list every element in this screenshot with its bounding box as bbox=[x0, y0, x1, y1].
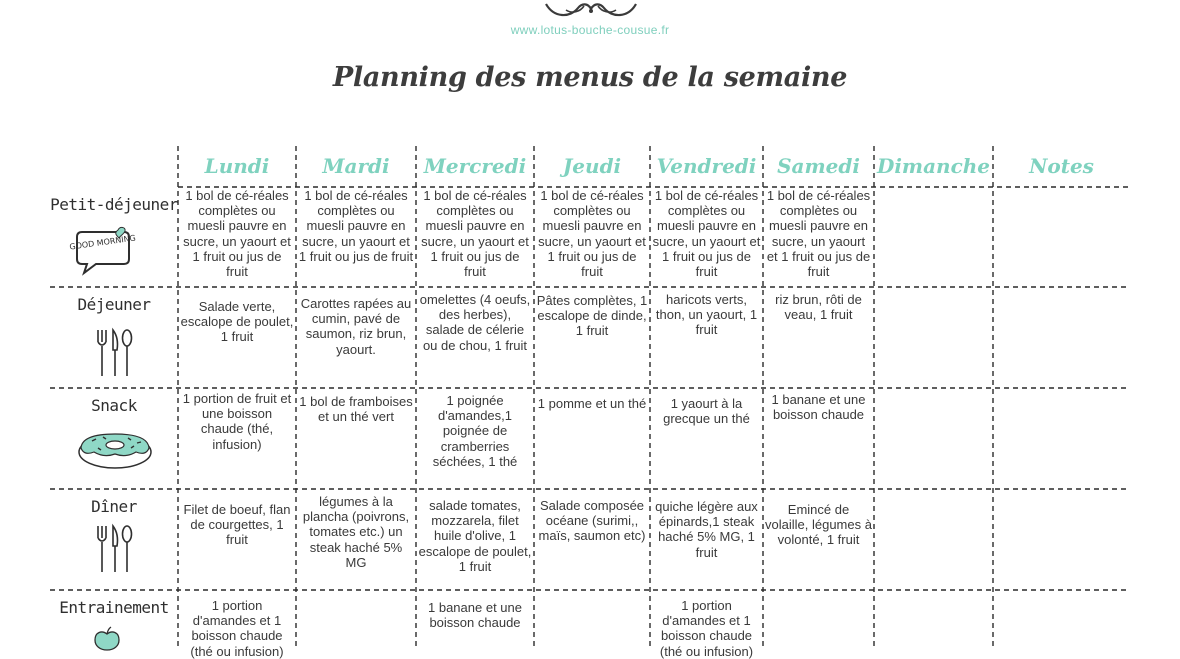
row-label-snack: Snack bbox=[91, 396, 137, 415]
donut-icon bbox=[76, 428, 154, 470]
cell-snack-samedi: 1 banane et une boisson chaude bbox=[771, 392, 866, 423]
cell-diner-vendredi: quiche légère aux épinards,1 steak haché 5% MG, 1 fruit bbox=[655, 499, 758, 560]
column-header-dimanche: Dimanche bbox=[876, 154, 991, 178]
cell-dejeuner-jeudi: Pâtes complètes, 1 escalope de dinde, 1 fruit bbox=[536, 293, 648, 339]
cell-petit-dejeuner-lundi: 1 bol de cé-réales complètes ou muesli pauvre en sucre, un yaourt et 1 fruit ou jus de fruit bbox=[183, 188, 291, 280]
page-title: Planning des menus de la semaine bbox=[332, 62, 848, 93]
cell-diner-notes bbox=[993, 494, 1130, 588]
cell-snack-jeudi: 1 pomme et un thé bbox=[537, 396, 647, 411]
cell-petit-dejeuner-notes bbox=[993, 188, 1130, 286]
apple-icon bbox=[92, 626, 122, 650]
good-morning-text: GOOD MORNING bbox=[68, 233, 137, 252]
cell-entrainement-notes bbox=[993, 598, 1130, 650]
column-header-mardi: Mardi bbox=[322, 154, 390, 178]
column-header-samedi: Samedi bbox=[777, 154, 860, 178]
cell-dejeuner-mercredi: omelettes (4 oeufs, des herbes), salade de célerie ou de chou, 1 fruit bbox=[419, 292, 531, 353]
cell-diner-jeudi: Salade composée océane (surimi,, maïs, saumon etc) bbox=[538, 498, 646, 544]
cell-diner-mardi: légumes à la plancha (poivrons, tomates etc.) un steak haché 5% MG bbox=[302, 494, 410, 570]
cell-diner-dimanche bbox=[874, 494, 993, 588]
cell-petit-dejeuner-dimanche bbox=[874, 188, 993, 286]
cell-entrainement-mercredi: 1 banane et une boisson chaude bbox=[428, 600, 522, 631]
cell-petit-dejeuner-samedi: 1 bol de cé-réales complètes ou muesli pauvre en sucre, un yaourt et 1 fruit ou jus de fruit bbox=[766, 188, 871, 280]
cell-dejeuner-dimanche bbox=[874, 292, 993, 384]
cell-diner-lundi: Filet de boeuf, flan de courgettes, 1 fruit bbox=[183, 502, 291, 548]
cell-dejeuner-vendredi: haricots verts, thon, un yaourt, 1 fruit bbox=[655, 292, 758, 338]
cell-entrainement-dimanche bbox=[874, 598, 993, 650]
column-header-lundi: Lundi bbox=[204, 154, 270, 178]
column-header-notes: Notes bbox=[1029, 154, 1094, 178]
cell-snack-mercredi: 1 poignée d'amandes,1 poignée de cramberries séchées, 1 thé bbox=[432, 393, 518, 469]
cell-entrainement-vendredi: 1 portion d'amandes et 1 boisson chaude (thé ou infusion) bbox=[659, 598, 754, 659]
cell-petit-dejeuner-jeudi: 1 bol de cé-réales complètes ou muesli pauvre en sucre, un yaourt et 1 fruit ou jus de fruit bbox=[538, 188, 646, 280]
cutlery-icon bbox=[94, 524, 134, 574]
cell-entrainement-mardi bbox=[296, 598, 416, 650]
cell-petit-dejeuner-mardi: 1 bol de cé-réales complètes ou muesli pauvre en sucre, un yaourt et 1 fruit ou jus de fruit bbox=[298, 188, 414, 264]
cell-entrainement-jeudi bbox=[534, 598, 650, 650]
column-header-jeudi: Jeudi bbox=[562, 154, 622, 178]
cell-diner-mercredi: salade tomates, mozzarela, filet huile d'olive, 1 escalope de poulet, 1 fruit bbox=[418, 498, 532, 574]
cell-entrainement-samedi bbox=[763, 598, 874, 650]
cell-snack-dimanche bbox=[874, 392, 993, 486]
cell-snack-mardi: 1 bol de framboises et un thé vert bbox=[299, 394, 413, 425]
column-header-mercredi: Mercredi bbox=[423, 154, 527, 178]
cell-snack-lundi: 1 portion de fruit et une boisson chaude (thé, infusion) bbox=[182, 391, 292, 452]
cell-petit-dejeuner-vendredi: 1 bol de cé-réales complètes ou muesli pauvre en sucre, un yaourt et 1 fruit ou jus de fruit bbox=[652, 188, 761, 280]
cell-petit-dejeuner-mercredi: 1 bol de cé-réales complètes ou muesli pauvre en sucre, un yaourt et 1 fruit ou jus de fruit bbox=[421, 188, 529, 280]
cell-dejeuner-mardi: Carottes rapées au cumin, pavé de saumon, riz brun, yaourt. bbox=[300, 296, 412, 357]
row-label-dejeuner: Déjeuner bbox=[77, 295, 151, 314]
row-label-petit-dejeuner: Petit-déjeuner bbox=[50, 195, 178, 214]
cell-dejeuner-lundi: Salade verte, escalope de poulet, 1 fruit bbox=[180, 299, 294, 345]
site-url[interactable]: www.lotus-bouche-cousue.fr bbox=[510, 23, 670, 37]
cutlery-icon bbox=[94, 328, 134, 378]
cell-diner-samedi: Emincé de volaille, légumes à volonté, 1 fruit bbox=[765, 502, 872, 548]
cell-dejeuner-notes bbox=[993, 292, 1130, 384]
row-label-entrainement: Entrainement bbox=[59, 598, 169, 617]
row-label-diner: Dîner bbox=[91, 497, 137, 516]
cell-entrainement-lundi: 1 portion d'amandes et 1 boisson chaude (thé ou infusion) bbox=[190, 598, 284, 659]
cell-snack-vendredi: 1 yaourt à la grecque un thé bbox=[663, 396, 750, 427]
cell-snack-notes bbox=[993, 392, 1130, 486]
cell-dejeuner-samedi: riz brun, rôti de veau, 1 fruit bbox=[775, 292, 862, 323]
column-header-vendredi: Vendredi bbox=[656, 154, 757, 178]
good-morning-bubble-icon bbox=[68, 226, 137, 276]
